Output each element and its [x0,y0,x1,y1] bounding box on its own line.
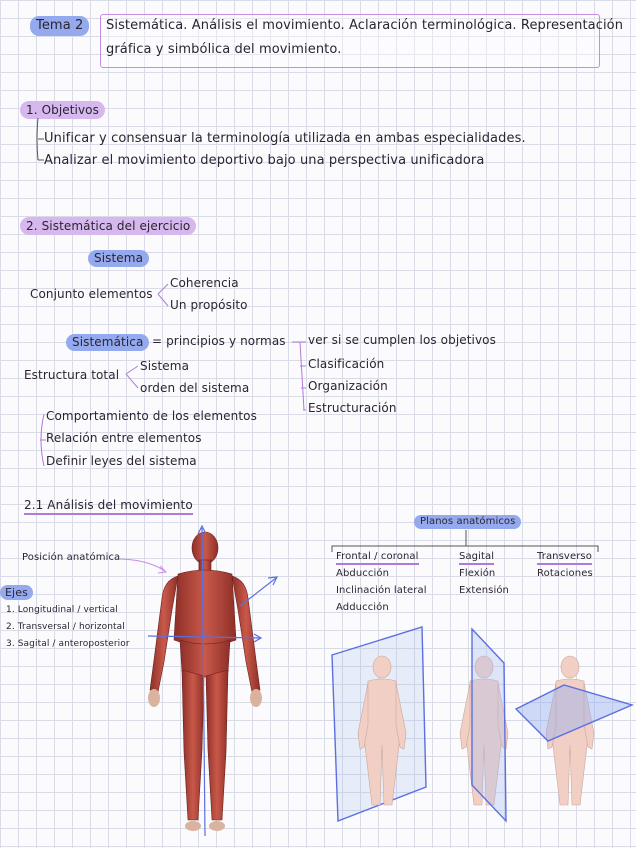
title-line-1: Sistemática. Análisis el movimiento. Aclaración terminológica. Representación [106,18,624,33]
title-line-2: gráfica y simbólica del movimiento. [106,42,342,57]
objetivo-item-1: Unificar y consensuar la terminología utilizada en ambas especialidades. [44,131,526,146]
plano-sagital-header: Sagital [459,550,494,565]
comportamiento-item-3: Definir leyes del sistema [46,454,197,468]
posicion-anatomica: Posición anatómica [22,552,121,563]
sistematica-badge: Sistemática [66,334,149,351]
sistematica-heading: 2. Sistemática del ejercicio [20,217,196,235]
eje-item-3: 3. Sagital / anteroposterior [6,639,130,649]
frontal-plane-figure [330,625,430,825]
eje-item-2: 2. Transversal / horizontal [6,622,125,632]
planos-badge: Planos anatómicos [414,515,521,529]
norm-branch-1: ver si se cumplen los objetivos [308,333,496,347]
objetivo-item-2: Analizar el movimiento deportivo bajo una perspectiva unificadora [44,153,485,168]
plano-frontal-item-3: Adducción [336,602,389,613]
plano-frontal-item-2: Inclinación lateral [336,585,427,596]
plano-transverso-item-1: Rotaciones [537,568,593,579]
ejes-badge: Ejes [0,585,33,600]
plano-sagital-item-2: Extensión [459,585,509,596]
conjunto-elementos: Conjunto elementos [30,287,153,301]
conjunto-branch-1: Coherencia [170,276,239,290]
plano-transverso-header: Transverso [537,550,592,565]
transverse-plane-figure [512,625,636,825]
norm-branch-2: Clasificación [308,357,385,371]
objetivos-heading: 1. Objetivos [20,101,105,119]
plano-sagital-item-1: Flexión [459,568,496,579]
plano-frontal-header: Frontal / coronal [336,550,419,565]
estructura-total: Estructura total [24,368,120,382]
tema-badge: Tema 2 [30,16,89,36]
analisis-heading: 2.1 Análisis del movimiento [24,497,193,515]
sistematica-definition: = principios y normas [152,334,286,348]
estructura-branch-1: Sistema [140,359,190,373]
eje-item-1: 1. Longitudinal / vertical [6,605,118,615]
comportamiento-item-1: Comportamiento de los elementos [46,409,257,423]
comportamiento-item-2: Relación entre elementos [46,431,202,445]
plano-frontal-item-1: Abducción [336,568,390,579]
sistema-badge: Sistema [88,250,149,267]
conjunto-branch-2: Un propósito [170,298,248,312]
norm-branch-3: Organización [308,379,388,393]
norm-branch-4: Estructuración [308,401,397,415]
estructura-branch-2: orden del sistema [140,381,250,395]
